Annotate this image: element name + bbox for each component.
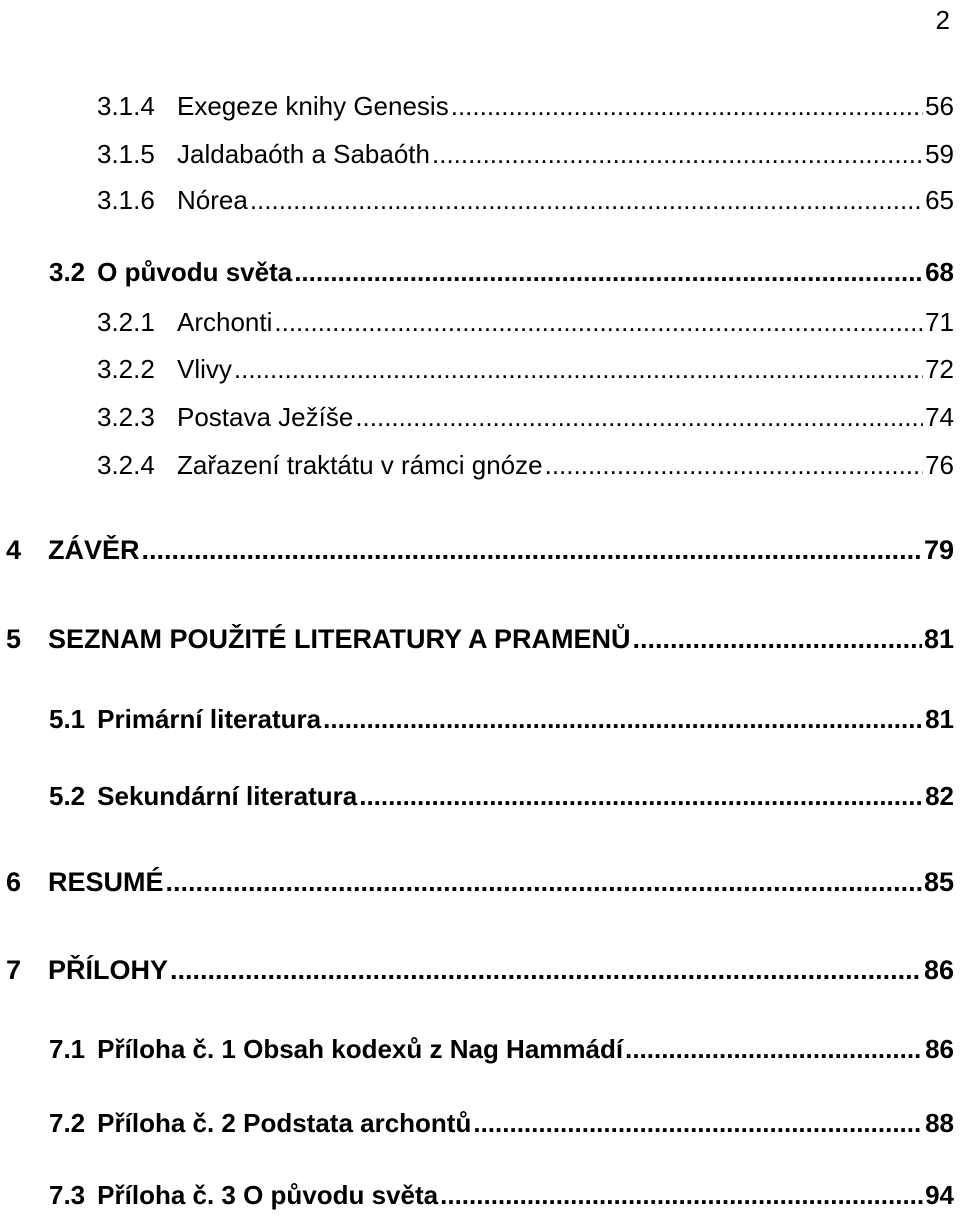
toc-entry-3-2[interactable] — [49, 257, 954, 288]
toc-entry-title: Exegeze knihy Genesis — [177, 91, 449, 121]
toc-entry-page: 81 — [923, 624, 954, 654]
toc-entry-page: 81 — [925, 704, 954, 734]
toc-entry-5[interactable] — [6, 624, 954, 655]
toc-entry-title: Vlivy — [177, 354, 232, 384]
dot-leader — [545, 450, 923, 481]
toc-entry-title: Nórea — [177, 185, 248, 215]
toc-entry-7[interactable] — [6, 955, 954, 986]
dot-leader — [142, 535, 922, 566]
toc-entry-page: 68 — [925, 257, 954, 287]
toc-entry-number: 7.2 — [49, 1108, 86, 1138]
toc-entry-title: Primární literatura — [97, 704, 322, 734]
toc-entry-title: Archonti — [177, 307, 273, 337]
toc-entry-3-2-3[interactable] — [97, 402, 954, 433]
toc-entry-7-2[interactable] — [49, 1108, 954, 1139]
toc-entry-7-3[interactable] — [49, 1180, 954, 1211]
dot-leader — [170, 955, 922, 986]
toc-entry-4[interactable] — [6, 535, 954, 566]
toc-entry-number: 3.2.1 — [97, 307, 155, 337]
toc-entry-page: 88 — [925, 1108, 954, 1138]
toc-entry-number: 6 — [6, 867, 22, 897]
toc-entry-page: 71 — [925, 307, 954, 337]
toc-entry-number: 5 — [6, 624, 22, 654]
toc-entry-number: 3.1.5 — [97, 139, 155, 169]
toc-entry-number: 7.3 — [49, 1180, 86, 1210]
dot-leader — [451, 91, 923, 122]
toc-entry-number: 3.1.6 — [97, 185, 155, 215]
toc-entry-title: Postava Ježíše — [177, 402, 354, 432]
toc-entry-number: 7 — [6, 955, 22, 985]
toc-entry-title: Příloha č. 2 Podstata archontů — [97, 1108, 472, 1138]
toc-entry-page: 74 — [925, 402, 954, 432]
toc-entry-title: RESUMÉ — [48, 867, 164, 897]
toc-entry-3-2-4[interactable] — [97, 450, 954, 481]
toc-entry-3-2-2[interactable] — [97, 354, 954, 385]
toc-entry-number: 3.2 — [49, 257, 86, 287]
toc-entry-page: 59 — [925, 139, 954, 169]
toc-entry-3-1-4[interactable] — [97, 91, 954, 122]
toc-entry-page: 86 — [923, 955, 954, 985]
toc-entry-title: ZÁVĚR — [48, 535, 140, 565]
toc-entry-6[interactable] — [6, 867, 954, 898]
dot-leader — [166, 867, 922, 898]
dot-leader — [432, 139, 923, 170]
toc-entry-page: 76 — [925, 450, 954, 480]
toc-entry-title: O původu světa — [97, 257, 293, 287]
dot-leader — [359, 781, 923, 812]
toc-entry-3-1-5[interactable] — [97, 139, 954, 170]
toc-entry-title: Jaldabaóth a Sabaóth — [177, 139, 430, 169]
toc-entry-page: 72 — [925, 354, 954, 384]
toc-entry-page: 82 — [925, 781, 954, 811]
toc-entry-number: 4 — [6, 535, 22, 565]
toc-entry-number: 7.1 — [49, 1034, 86, 1064]
toc-entry-number: 5.1 — [49, 704, 86, 734]
toc-entry-number: 5.2 — [49, 781, 86, 811]
toc-entry-7-1[interactable] — [49, 1034, 954, 1065]
toc-entry-page: 79 — [923, 535, 954, 565]
dot-leader — [633, 624, 922, 655]
toc-entry-title: Sekundární literatura — [97, 781, 358, 811]
toc-entry-5-2[interactable] — [49, 781, 954, 812]
toc-entry-title: Příloha č. 1 Obsah kodexů z Nag Hammádí — [97, 1034, 624, 1064]
toc-entry-number: 3.2.4 — [97, 450, 155, 480]
toc-entry-title: PŘÍLOHY — [48, 955, 169, 985]
toc-entry-5-1[interactable] — [49, 704, 954, 735]
toc-entry-number: 3.2.2 — [97, 354, 155, 384]
dot-leader — [250, 185, 923, 216]
page-number: 2 — [935, 5, 950, 35]
dot-leader — [294, 257, 923, 288]
toc-entry-3-2-1[interactable] — [97, 307, 954, 338]
dot-leader — [473, 1108, 923, 1139]
toc-entry-page: 94 — [925, 1180, 954, 1210]
dot-leader — [323, 704, 923, 735]
toc-entry-title: Zařazení traktátu v rámci gnóze — [177, 450, 543, 480]
dot-leader — [274, 307, 923, 338]
toc-entry-page: 65 — [925, 185, 954, 215]
toc-entry-page: 86 — [925, 1034, 954, 1064]
dot-leader — [234, 354, 923, 385]
toc-entry-page: 56 — [925, 91, 954, 121]
toc-entry-page: 85 — [923, 867, 954, 897]
toc-entry-3-1-6[interactable] — [97, 185, 954, 216]
toc-entry-title: SEZNAM POUŽITÉ LITERATURY A PRAMENŮ — [48, 624, 631, 654]
dot-leader — [355, 402, 923, 433]
dot-leader — [625, 1034, 923, 1065]
toc-entry-number: 3.1.4 — [97, 91, 155, 121]
dot-leader — [440, 1180, 923, 1211]
toc-entry-number: 3.2.3 — [97, 402, 155, 432]
toc-entry-title: Příloha č. 3 O původu světa — [97, 1180, 439, 1210]
